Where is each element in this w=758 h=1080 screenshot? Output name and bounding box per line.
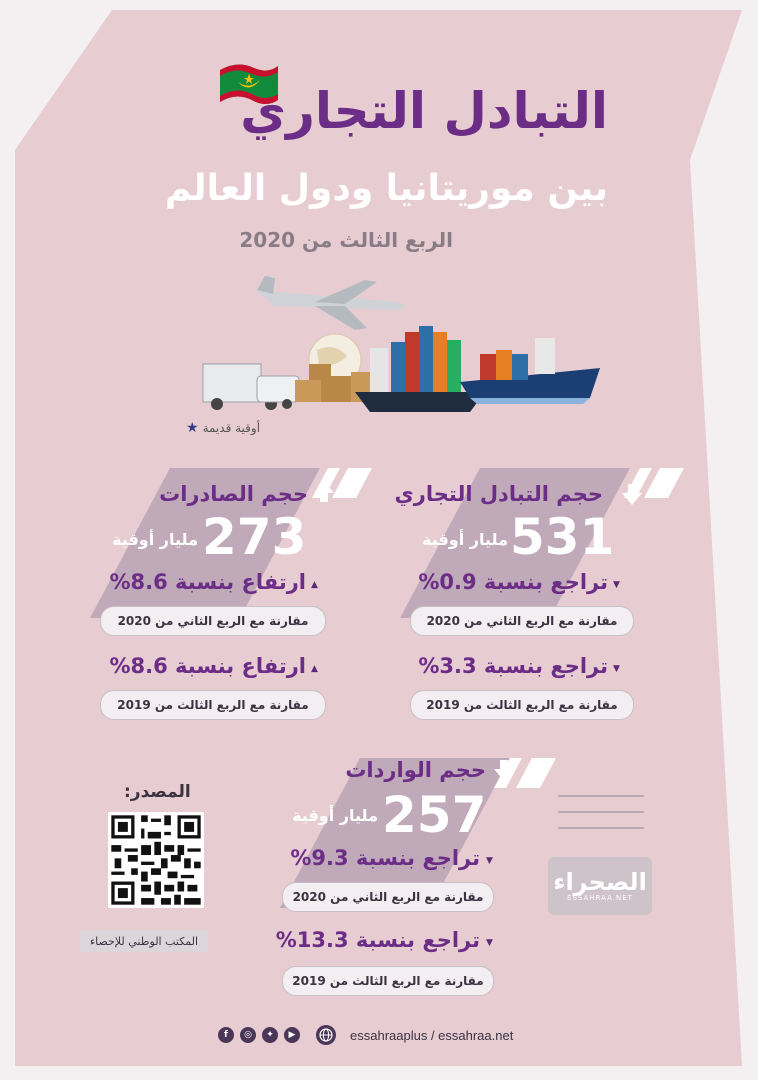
caret-up-icon: ▲ xyxy=(311,664,318,674)
trade-change-quarter: تراجع بنسبة 0.9% xyxy=(418,570,608,594)
facebook-icon[interactable]: f xyxy=(218,1027,234,1043)
logo-text: الصحراء xyxy=(553,868,647,896)
imports-change-quarter: تراجع بنسبة 9.3% xyxy=(290,846,480,870)
page-subtitle: بين موريتانيا ودول العالم xyxy=(164,168,608,209)
imports-value: 257 xyxy=(382,786,487,844)
exports-value: 273 xyxy=(202,508,307,566)
transport-illustration xyxy=(195,272,605,422)
period-label: الربع الثالث من 2020 xyxy=(239,228,453,252)
footer-links[interactable]: essahraaplus / essahraa.net xyxy=(350,1027,514,1043)
logo-subtext: ESSAHRAA.NET xyxy=(567,894,633,902)
exports-compare-quarter: مقارنة مع الربع الثاني من 2020 xyxy=(100,606,326,636)
qr-code[interactable] xyxy=(108,812,204,908)
imports-unit: مليار أوقية xyxy=(292,806,378,825)
exports-compare-year: مقارنة مع الربع الثالث من 2019 xyxy=(100,690,326,720)
star-icon: ★ xyxy=(186,420,199,436)
caret-down-icon: ▼ xyxy=(613,580,620,590)
footer xyxy=(218,1025,513,1045)
imports-compare-quarter: مقارنة مع الربع الثاني من 2020 xyxy=(282,882,494,912)
exports-heading: حجم الصادرات xyxy=(159,482,308,506)
caret-up-icon: ▲ xyxy=(311,580,318,590)
source-label: المصدر: xyxy=(124,782,191,802)
imports-compare-year: مقارنة مع الربع الثالث من 2019 xyxy=(282,966,494,996)
trade-heading: حجم التبادل التجاري xyxy=(394,482,603,506)
currency-note xyxy=(186,420,260,436)
instagram-icon[interactable]: ◎ xyxy=(240,1027,256,1043)
trade-unit: مليار أوقية xyxy=(422,530,508,549)
youtube-icon[interactable]: ▶ xyxy=(284,1027,300,1043)
arrow-down-icon xyxy=(620,482,644,506)
globe-icon[interactable] xyxy=(316,1025,336,1045)
exports-unit: مليار أوقية xyxy=(112,530,198,549)
decorative-lines xyxy=(558,795,644,843)
arrow-down-icon xyxy=(492,758,516,782)
page-title: التبادل التجاري xyxy=(240,82,608,140)
caret-down-icon: ▼ xyxy=(486,938,493,948)
note-text: أوقية قديمة xyxy=(202,421,261,435)
caret-down-icon: ▼ xyxy=(486,856,493,866)
imports-change-year: تراجع بنسبة 13.3% xyxy=(275,928,480,952)
exports-change-quarter: ارتفاع بنسبة 8.6% xyxy=(109,570,306,594)
caret-down-icon: ▼ xyxy=(613,664,620,674)
trade-value: 531 xyxy=(510,508,615,566)
essahraa-logo xyxy=(548,857,652,915)
trade-compare-year: مقارنة مع الربع الثالث من 2019 xyxy=(410,690,634,720)
trade-change-year: تراجع بنسبة 3.3% xyxy=(418,654,608,678)
twitter-icon[interactable]: ✦ xyxy=(262,1027,278,1043)
trade-compare-quarter: مقارنة مع الربع الثاني من 2020 xyxy=(410,606,634,636)
imports-heading: حجم الواردات xyxy=(345,758,486,782)
source-name: المكتب الوطني للإحصاء xyxy=(80,930,208,952)
exports-change-year: ارتفاع بنسبة 8.6% xyxy=(109,654,306,678)
arrow-up-icon xyxy=(312,480,336,504)
